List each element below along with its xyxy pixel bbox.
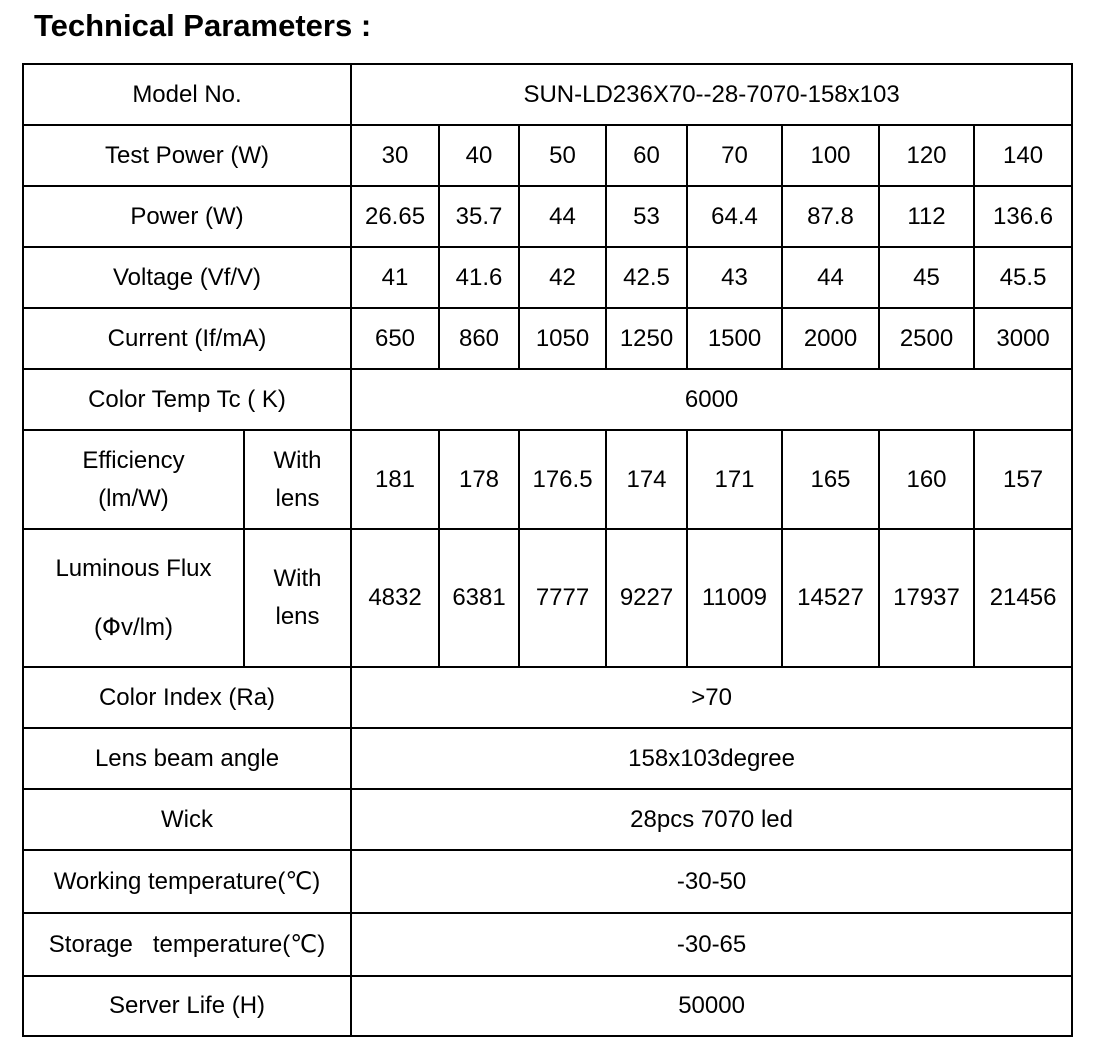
efficiency-cell: 171	[687, 430, 782, 529]
row-label-storage-temp	[23, 913, 351, 976]
current-cell: 2500	[879, 308, 974, 369]
current-cell: 2000	[782, 308, 879, 369]
row-label-current: Current (If/mA)	[23, 308, 351, 369]
row-power	[23, 186, 1072, 247]
test-power-cell: 30	[351, 125, 439, 186]
flux-sub-line1: With	[273, 565, 322, 592]
row-label-test-power: Test Power (W)	[23, 125, 351, 186]
flux-cell: 4832	[351, 529, 439, 667]
voltage-cell: 45.5	[974, 247, 1072, 308]
row-server-life	[23, 976, 1072, 1036]
efficiency-cell: 160	[879, 430, 974, 529]
test-power-cell: 70	[687, 125, 782, 186]
test-power-cell: 100	[782, 125, 879, 186]
flux-label-unit: v/lm	[120, 613, 165, 641]
row-label-power: Power (W)	[23, 186, 351, 247]
row-label-voltage: Voltage (Vf/V)	[23, 247, 351, 308]
power-cell: 53	[606, 186, 687, 247]
flux-cell: 21456	[974, 529, 1072, 667]
row-current	[23, 308, 1072, 369]
beam-angle-value: 158x103degree	[351, 728, 1072, 789]
row-label-luminous-flux: Luminous Flux (Φv/lm)	[23, 529, 244, 667]
wick-value: 28pcs 7070 led	[351, 789, 1072, 850]
flux-cell: 9227	[606, 529, 687, 667]
current-cell: 1500	[687, 308, 782, 369]
row-luminous-flux	[23, 529, 1072, 667]
model-value: SUN-LD236X70--28-7070-158x103	[351, 64, 1072, 125]
page-title: Technical Parameters :	[34, 8, 372, 43]
storage-temp-value: -30-65	[351, 913, 1072, 976]
flux-cell: 17937	[879, 529, 974, 667]
efficiency-cell: 165	[782, 430, 879, 529]
row-label-model: Model No.	[23, 64, 351, 125]
row-model	[23, 64, 1072, 125]
row-wick	[23, 789, 1072, 850]
power-cell: 87.8	[782, 186, 879, 247]
flux-cell: 11009	[687, 529, 782, 667]
current-cell: 1050	[519, 308, 606, 369]
voltage-cell: 44	[782, 247, 879, 308]
current-cell: 3000	[974, 308, 1072, 369]
current-cell: 650	[351, 308, 439, 369]
row-color-temp	[23, 369, 1072, 430]
row-beam-angle	[23, 728, 1072, 789]
flux-cell: 6381	[439, 529, 519, 667]
efficiency-cell: 174	[606, 430, 687, 529]
efficiency-cell: 157	[974, 430, 1072, 529]
efficiency-label-line1: Efficiency	[82, 446, 185, 474]
current-cell: 860	[439, 308, 519, 369]
row-test-power	[23, 125, 1072, 186]
row-label-color-index: Color Index (Ra)	[23, 667, 351, 728]
flux-cell: 7777	[519, 529, 606, 667]
voltage-cell: 41	[351, 247, 439, 308]
flux-sub-line2: lens	[275, 603, 320, 630]
row-label-wick: Wick	[23, 789, 351, 850]
efficiency-cell: 176.5	[519, 430, 606, 529]
row-voltage	[23, 247, 1072, 308]
flux-sub-label	[244, 529, 351, 667]
flux-cell: 14527	[782, 529, 879, 667]
color-index-value: >70	[351, 667, 1072, 728]
power-cell: 112	[879, 186, 974, 247]
row-label-efficiency	[23, 430, 244, 529]
storage-temp-label: Storage temperature(℃)	[48, 930, 326, 958]
power-cell: 136.6	[974, 186, 1072, 247]
test-power-cell: 40	[439, 125, 519, 186]
voltage-cell: 41.6	[439, 247, 519, 308]
row-working-temp	[23, 850, 1072, 913]
efficiency-label-line2: (lm/W)	[98, 484, 169, 512]
power-cell: 35.7	[439, 186, 519, 247]
power-cell: 64.4	[687, 186, 782, 247]
row-label-beam-angle: Lens beam angle	[23, 728, 351, 789]
row-efficiency	[23, 430, 1072, 529]
server-life-value: 50000	[351, 976, 1072, 1036]
power-cell: 26.65	[351, 186, 439, 247]
voltage-cell: 45	[879, 247, 974, 308]
efficiency-sub-line2: lens	[275, 484, 320, 512]
power-cell: 44	[519, 186, 606, 247]
phi-symbol-icon: Φ	[102, 612, 121, 641]
voltage-cell: 43	[687, 247, 782, 308]
test-power-cell: 140	[974, 125, 1072, 186]
row-label-working-temp: Working temperature(℃)	[23, 850, 351, 913]
working-temp-value: -30-50	[351, 850, 1072, 913]
current-cell: 1250	[606, 308, 687, 369]
efficiency-cell: 178	[439, 430, 519, 529]
color-temp-value: 6000	[351, 369, 1072, 430]
test-power-cell: 60	[606, 125, 687, 186]
voltage-cell: 42	[519, 247, 606, 308]
row-label-server-life: Server Life (H)	[23, 976, 351, 1036]
row-storage-temp	[23, 913, 1072, 976]
row-color-index	[23, 667, 1072, 728]
technical-parameters-table	[22, 63, 1073, 1037]
flux-label-line1: Luminous Flux	[55, 554, 212, 582]
efficiency-sub-line1: With	[273, 446, 322, 474]
test-power-cell: 120	[879, 125, 974, 186]
row-label-color-temp: Color Temp Tc ( K)	[23, 369, 351, 430]
efficiency-sub-label	[244, 430, 351, 529]
voltage-cell: 42.5	[606, 247, 687, 308]
test-power-cell: 50	[519, 125, 606, 186]
efficiency-cell: 181	[351, 430, 439, 529]
